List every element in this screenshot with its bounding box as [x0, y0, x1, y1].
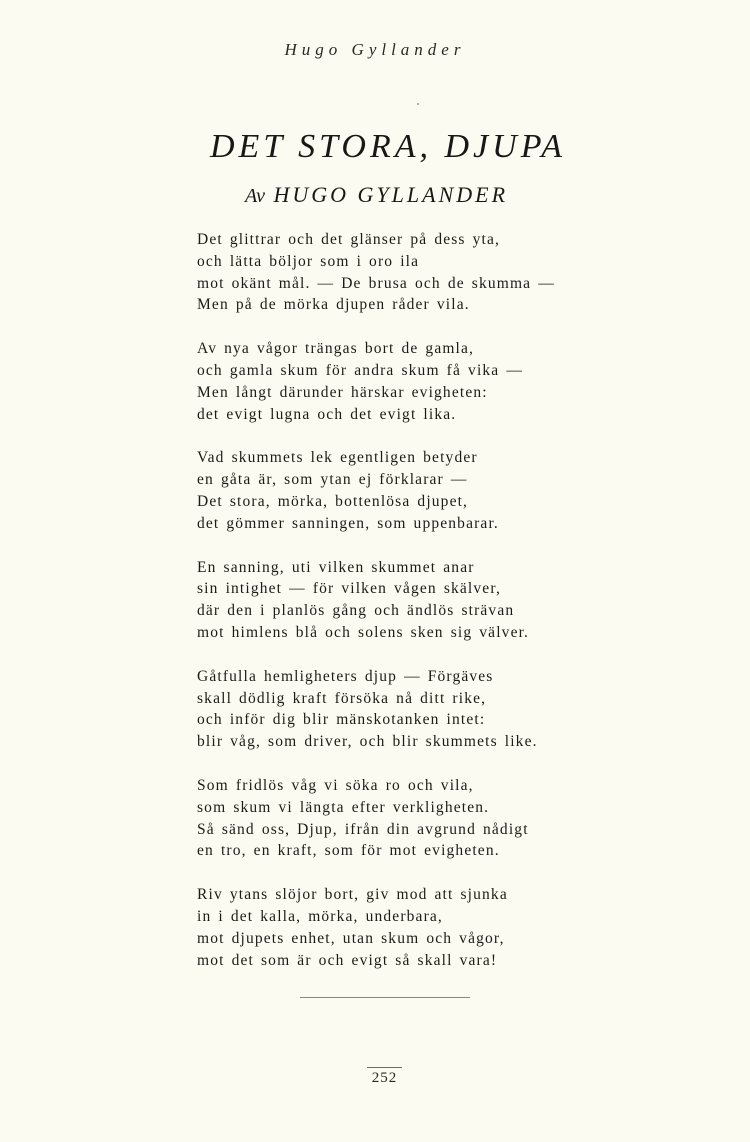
poem-line: Som fridlös våg vi söka ro och vila,	[197, 776, 474, 794]
poem-line: och lätta böljor som i oro ila	[197, 252, 420, 270]
poem-line: Vad skummets lek egentligen betyder	[197, 449, 478, 467]
poem-line: mot okänt mål. — De brusa och de skumma —	[197, 274, 555, 292]
stanza-2	[197, 338, 555, 425]
poem-line: och inför dig blir mänskotanken intet:	[197, 711, 486, 729]
byline	[245, 182, 508, 208]
poem-line: Gåtfulla hemligheters djup — Förgäves	[197, 667, 494, 685]
poem-body	[197, 229, 555, 993]
poem-line: mot det som är och evigt så skall vara!	[197, 951, 498, 969]
poem-line: sin intighet — för vilken vågen skälver,	[197, 580, 502, 598]
stanza-7	[197, 884, 555, 971]
poem-line: som skum vi längta efter verkligheten.	[197, 798, 490, 816]
byline-author: HUGO GYLLANDER	[273, 182, 509, 207]
byline-prefix: Av	[245, 185, 265, 207]
stanza-4	[197, 557, 555, 644]
poem-line: in i det kalla, mörka, underbara,	[197, 907, 443, 925]
poem-title: DET STORA, DJUPA	[210, 128, 566, 165]
stanza-5	[197, 666, 555, 753]
poem-line: och gamla skum för andra skum få vika —	[197, 361, 523, 379]
poem-line: det evigt lugna och det evigt lika.	[197, 405, 457, 423]
paper-speck	[417, 103, 419, 105]
poem-line: Av nya vågor trängas bort de gamla,	[197, 340, 475, 358]
poem-line: där den i planlös gång och ändlös strävan	[197, 602, 515, 620]
end-of-poem-divider	[300, 997, 470, 998]
page-number: 252	[371, 1070, 398, 1086]
poem-line: en tro, en kraft, som för mot evigheten.	[197, 842, 500, 860]
running-head: Hugo Gyllander	[284, 40, 466, 59]
poem-line: Det stora, mörka, bottenlösa djupet,	[197, 492, 469, 510]
poem-line: Så sänd oss, Djup, ifrån din avgrund nådigt	[197, 820, 529, 838]
stanza-6	[197, 775, 555, 862]
poem-line: Riv ytans slöjor bort, giv mod att sjunka	[197, 886, 508, 904]
stanza-3	[197, 447, 555, 534]
poem-line: en gåta är, som ytan ej förklarar —	[197, 471, 468, 489]
stanza-1	[197, 229, 555, 316]
poem-line: blir våg, som driver, och blir skummets like.	[197, 733, 538, 751]
poem-line: Men på de mörka djupen råder vila.	[197, 296, 470, 314]
poem-line: mot himlens blå och solens sken sig välver.	[197, 623, 530, 641]
poem-line: mot djupets enhet, utan skum och vågor,	[197, 929, 505, 947]
poem-line: En sanning, uti vilken skummet anar	[197, 558, 475, 576]
page-number-rule	[367, 1067, 402, 1068]
poem-line: Men långt därunder härskar evigheten:	[197, 383, 488, 401]
poem-line: skall dödlig kraft försöka nå ditt rike,	[197, 689, 487, 707]
poem-line: det gömmer sanningen, som uppenbarar.	[197, 514, 499, 532]
poem-line: Det glittrar och det glänser på dess yta,	[197, 231, 501, 248]
